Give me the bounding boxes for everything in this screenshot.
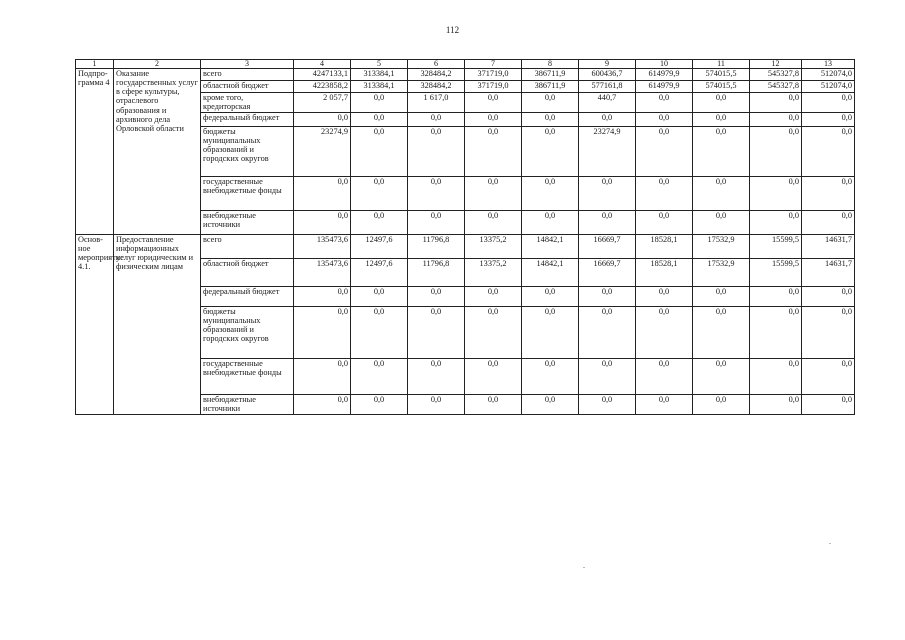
value-cell: 0,0 [693,287,750,307]
value-cell: 0,0 [408,307,465,359]
funding-source: областной бюджет [201,259,294,287]
column-header: 1 [76,60,114,69]
value-cell: 0,0 [465,93,522,113]
value-cell: 0,0 [294,113,351,127]
value-cell: 614979,9 [636,81,693,93]
value-cell: 0,0 [802,287,855,307]
value-cell: 0,0 [802,359,855,395]
value-cell: 0,0 [408,211,465,235]
value-cell: 0,0 [522,359,579,395]
value-cell: 0,0 [636,359,693,395]
value-cell: 135473,6 [294,259,351,287]
value-cell: 14842,1 [522,259,579,287]
value-cell: 0,0 [750,307,802,359]
value-cell: 16669,7 [579,235,636,259]
value-cell: 0,0 [351,359,408,395]
value-cell: 0,0 [408,177,465,211]
value-cell: 14842,1 [522,235,579,259]
value-cell: 328484,2 [408,69,465,81]
column-header: 11 [693,60,750,69]
value-cell: 0,0 [579,359,636,395]
value-cell: 0,0 [351,177,408,211]
value-cell: 0,0 [750,395,802,415]
value-cell: 371719,0 [465,81,522,93]
value-cell: 18528,1 [636,235,693,259]
value-cell: 0,0 [351,113,408,127]
value-cell: 0,0 [693,127,750,177]
column-header: 8 [522,60,579,69]
value-cell: 0,0 [802,211,855,235]
value-cell: 545327,8 [750,69,802,81]
value-cell: 0,0 [693,307,750,359]
value-cell: 13375,2 [465,259,522,287]
value-cell: 0,0 [465,287,522,307]
value-cell: 0,0 [408,127,465,177]
value-cell: 512074,0 [802,69,855,81]
value-cell: 2 057,7 [294,93,351,113]
value-cell: 0,0 [802,177,855,211]
value-cell: 0,0 [636,307,693,359]
value-cell: 14631,7 [802,235,855,259]
value-cell: 0,0 [522,211,579,235]
value-cell: 0,0 [802,113,855,127]
value-cell: 0,0 [636,395,693,415]
value-cell: 0,0 [693,395,750,415]
value-cell: 23274,9 [294,127,351,177]
value-cell: 15599,5 [750,235,802,259]
value-cell: 135473,6 [294,235,351,259]
value-cell: 0,0 [465,359,522,395]
value-cell: 12497,6 [351,235,408,259]
column-header: 6 [408,60,465,69]
value-cell: 0,0 [636,93,693,113]
value-cell: 0,0 [408,287,465,307]
funding-source: бюджеты муниципальных образований и городских округов [201,127,294,177]
value-cell: 0,0 [750,93,802,113]
value-cell: 4223858,2 [294,81,351,93]
budget-table [75,59,855,415]
value-cell: 0,0 [465,307,522,359]
column-header: 4 [294,60,351,69]
value-cell: 11796,8 [408,259,465,287]
value-cell: 0,0 [693,211,750,235]
value-cell: 0,0 [636,287,693,307]
value-cell: 313384,1 [351,81,408,93]
section-description: Оказание государственных услуг в сфере культуры, отраслевого образования и архивного дела Орловской области [114,69,201,235]
value-cell: 0,0 [522,127,579,177]
value-cell: 386711,9 [522,81,579,93]
column-header: 9 [579,60,636,69]
value-cell: 0,0 [351,127,408,177]
value-cell: 386711,9 [522,69,579,81]
value-cell: 1 617,0 [408,93,465,113]
value-cell: 0,0 [750,127,802,177]
table-row [76,69,855,81]
column-header: 7 [465,60,522,69]
table-body [76,60,855,415]
value-cell: 0,0 [351,395,408,415]
scan-speck [583,567,585,568]
value-cell: 0,0 [351,93,408,113]
value-cell: 0,0 [693,93,750,113]
value-cell: 0,0 [522,307,579,359]
value-cell: 0,0 [693,113,750,127]
value-cell: 0,0 [636,211,693,235]
funding-source: федеральный бюджет [201,113,294,127]
value-cell: 0,0 [579,113,636,127]
value-cell: 0,0 [351,287,408,307]
value-cell: 0,0 [522,93,579,113]
value-cell: 0,0 [693,359,750,395]
value-cell: 0,0 [522,287,579,307]
value-cell: 15599,5 [750,259,802,287]
column-header: 12 [750,60,802,69]
section-label: Основ-ное мероприятие 4.1. [76,235,114,415]
value-cell: 0,0 [636,127,693,177]
value-cell: 574015,5 [693,69,750,81]
funding-source: государственные внебюджетные фонды [201,177,294,211]
column-number-row [76,60,855,69]
value-cell: 0,0 [294,307,351,359]
value-cell: 371719,0 [465,69,522,81]
value-cell: 0,0 [465,113,522,127]
value-cell: 12497,6 [351,259,408,287]
value-cell: 17532,9 [693,259,750,287]
value-cell: 0,0 [579,395,636,415]
value-cell: 11796,8 [408,235,465,259]
value-cell: 0,0 [579,307,636,359]
value-cell: 0,0 [294,287,351,307]
value-cell: 0,0 [750,211,802,235]
value-cell: 0,0 [579,287,636,307]
value-cell: 0,0 [802,93,855,113]
value-cell: 0,0 [294,359,351,395]
value-cell: 574015,5 [693,81,750,93]
column-header: 10 [636,60,693,69]
funding-source: всего [201,69,294,81]
value-cell: 4247133,1 [294,69,351,81]
value-cell: 0,0 [802,395,855,415]
value-cell: 0,0 [351,211,408,235]
page-number: 112 [445,25,460,35]
funding-source: федеральный бюджет [201,287,294,307]
value-cell: 0,0 [408,395,465,415]
value-cell: 0,0 [636,177,693,211]
value-cell: 0,0 [693,177,750,211]
value-cell: 13375,2 [465,235,522,259]
value-cell: 0,0 [294,395,351,415]
section-description: Предоставление информационных услуг юридическим и физическим лицам [114,235,201,415]
value-cell: 14631,7 [802,259,855,287]
funding-source: бюджеты муниципальных образований и городских округов [201,307,294,359]
value-cell: 0,0 [750,287,802,307]
funding-source: государственные внебюджетные фонды [201,359,294,395]
value-cell: 0,0 [750,177,802,211]
value-cell: 0,0 [522,177,579,211]
funding-source: кроме того, кредиторская [201,93,294,113]
column-header: 5 [351,60,408,69]
value-cell: 512074,0 [802,81,855,93]
value-cell: 18528,1 [636,259,693,287]
value-cell: 313384,1 [351,69,408,81]
section-label: Подпро-грамма 4 [76,69,114,235]
value-cell: 0,0 [294,211,351,235]
value-cell: 0,0 [465,127,522,177]
column-header: 13 [802,60,855,69]
value-cell: 0,0 [522,113,579,127]
funding-source: внебюджетные источники [201,211,294,235]
value-cell: 0,0 [802,127,855,177]
value-cell: 0,0 [579,177,636,211]
table-row [76,235,855,259]
value-cell: 0,0 [750,359,802,395]
value-cell: 0,0 [579,211,636,235]
funding-source: областной бюджет [201,81,294,93]
value-cell: 0,0 [465,211,522,235]
value-cell: 0,0 [465,395,522,415]
value-cell: 17532,9 [693,235,750,259]
value-cell: 0,0 [351,307,408,359]
value-cell: 577161,8 [579,81,636,93]
value-cell: 0,0 [522,395,579,415]
value-cell: 328484,2 [408,81,465,93]
value-cell: 0,0 [408,113,465,127]
value-cell: 0,0 [636,113,693,127]
value-cell: 0,0 [802,307,855,359]
value-cell: 0,0 [750,113,802,127]
funding-source: всего [201,235,294,259]
value-cell: 600436,7 [579,69,636,81]
column-header: 3 [201,60,294,69]
value-cell: 0,0 [294,177,351,211]
value-cell: 0,0 [408,359,465,395]
value-cell: 0,0 [465,177,522,211]
value-cell: 16669,7 [579,259,636,287]
value-cell: 545327,8 [750,81,802,93]
scan-speck [829,543,831,544]
value-cell: 23274,9 [579,127,636,177]
funding-source: внебюджетные источники [201,395,294,415]
value-cell: 614979,9 [636,69,693,81]
value-cell: 440,7 [579,93,636,113]
column-header: 2 [114,60,201,69]
